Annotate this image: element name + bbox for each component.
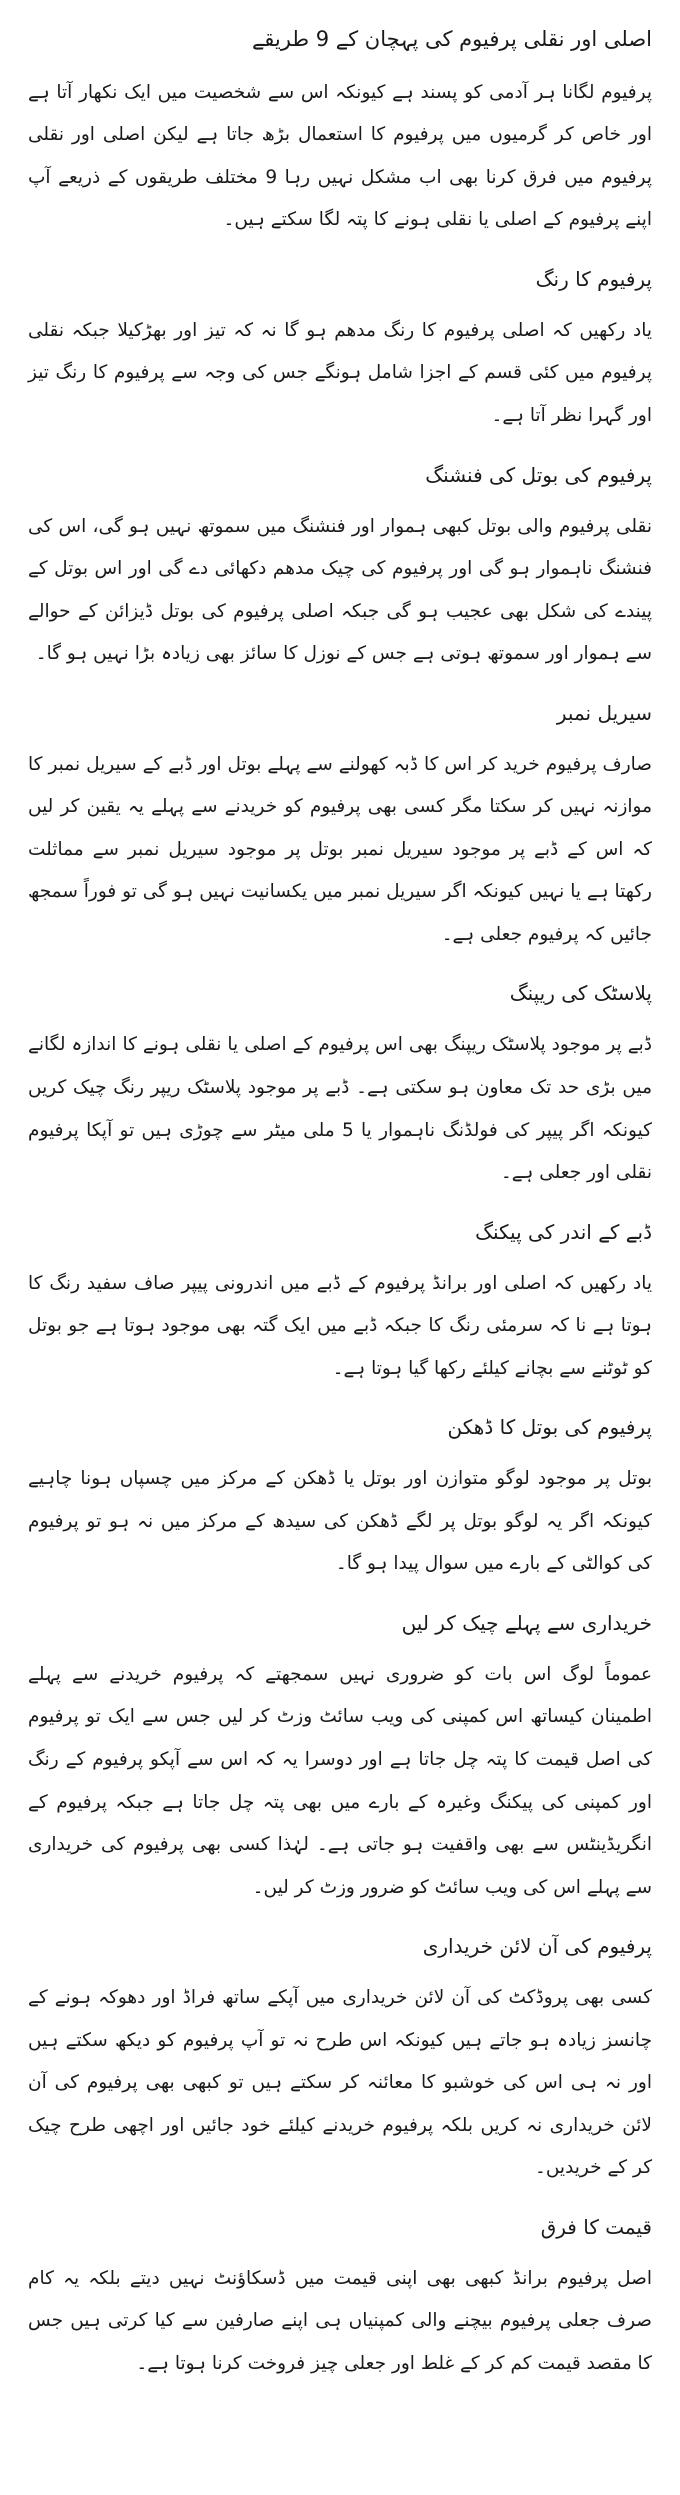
section-body: یاد رکھیں کہ اصلی اور برانڈ پرفیوم کے ڈبے میں اندرونی پیپر صاف سفید رنگ کا ہوتا ہے نا کہ سرمئی رنگ کا جبکہ ڈبے میں ایک گتہ بھی موجود ہوتا ہے جو بوتل کو ٹوٹنے سے بچانے کیلئے رکھا گیا ہوتا ہے۔ <box>28 1272 652 1379</box>
section-body: ڈبے پر موجود پلاسٹک ریپنگ بھی اس پرفیوم کے اصلی یا نقلی ہونے کا اندازہ لگانے میں بڑی حد تک معاون ہو سکتی ہے۔ ڈبے پر موجود پلاسٹک ریپر رنگ چیک کریں کیونکہ اگر پیپر کی فولڈنگ ناہموار یا 5 ملی میٹر سے چوڑی ہیں تو آپکا پرفیوم نقلی اور جعلی ہے۔ <box>28 1034 652 1184</box>
section-heading: ڈبے کے اندر کی پیکنگ <box>475 1219 652 1244</box>
section-heading: قیمت کا فرق <box>540 2214 652 2239</box>
section-heading: پرفیوم کا رنگ <box>535 266 652 291</box>
section-body: یاد رکھیں کہ اصلی پرفیوم کا رنگ مدھم ہو گا نہ کہ تیز اور بھڑکیلا جبکہ نقلی پرفیوم میں کئی قسم کے اجزا شامل ہونگے جس کی وجہ سے پرفیوم کا رنگ تیز اور گہرا نظر آتا ہے۔ <box>28 319 652 426</box>
section-serial-number <box>28 696 652 957</box>
section-check-before-buying <box>28 1606 652 1909</box>
article-intro: پرفیوم لگانا ہر آدمی کو پسند ہے کیونکہ اس سے شخصیت میں ایک نکھار آتا ہے اور خاص کر گرمیوں میں پرفیوم کا استعمال بڑھ جاتا ہے لیکن اصلی اور نقلی پرفیوم میں فرق کرنا بھی اب مشکل نہیں رہا 9 مختلف طریقوں کے ذریعے آپ اپنے پرفیوم کے اصلی یا نقلی ہونے کا پتہ لگا سکتے ہیں۔ <box>28 81 653 231</box>
article-title: اصلی اور نقلی پرفیوم کی پہچان کے 9 طریقے <box>252 27 652 51</box>
section-inner-packing <box>28 1215 652 1391</box>
section-color <box>28 262 652 438</box>
section-heading: پرفیوم کی بوتل کا ڈھکن <box>447 1415 652 1440</box>
section-plastic-wrapping <box>28 976 652 1194</box>
section-online-buying <box>28 1929 652 2190</box>
section-bottle-cap <box>28 1410 652 1586</box>
section-bottle-finishing <box>28 458 652 676</box>
section-body: نقلی پرفیوم والی بوتل کبھی ہموار اور فنشنگ میں سموتھ نہیں ہو گی، اس کی فنشنگ ناہموار ہو گی اور پرفیوم کی چیک مدھم دکھائی دے گی اور اس بوتل کے پیندے کی شکل بھی عجیب ہو گی جبکہ اصلی پرفیوم کی بوتل ڈیزائن کے حوالے سے ہموار اور سموتھ ہوتی ہے جس کے نوزل کا سائز بھی زیادہ بڑا نہیں ہو گا۔ <box>28 515 652 665</box>
section-body: صارف پرفیوم خرید کر اس کا ڈبہ کھولنے سے پہلے بوتل اور ڈبے کے سیریل نمبر کا موازنہ نہیں کر سکتا مگر کسی بھی پرفیوم کو خریدنے سے پہلے یہ یقین کر لیں کہ اس کے ڈبے پر موجود سیریل نمبر بوتل پر موجود سیریل نمبر سے مماثلت رکھتا ہے یا نہیں کیونکہ اگر سیریل نمبر میں یکسانیت نہیں ہو گی تو فوراً سمجھ جائیں کہ پرفیوم جعلی ہے۔ <box>28 753 652 945</box>
section-body: اصل پرفیوم برانڈ کبھی بھی اپنی قیمت میں ڈسکاؤنٹ نہیں دیتے بلکہ یہ کام صرف جعلی پرفیوم بیچنے والی کمپنیاں ہی اپنے صارفین سے کیا کرتی ہیں جس کا مقصد قیمت کم کر کے غلط اور جعلی چیز فروخت کرنا ہوتا ہے۔ <box>28 2267 652 2375</box>
section-heading: پرفیوم کی بوتل کی فنشنگ <box>425 462 652 487</box>
section-heading: پرفیوم کی آن لائن خریداری <box>422 1934 652 1959</box>
section-heading: خریداری سے پہلے چیک کر لیں <box>401 1610 652 1635</box>
section-body: عموماً لوگ اس بات کو ضروری نہیں سمجھتے کہ پرفیوم خریدنے سے پہلے اطمینان کیساتھ اس کمپنی کی ویب سائٹ وزٹ کر لیں جس سے ایک تو پرفیوم کی اصل قیمت کا پتہ چل جاتا ہے اور دوسرا یہ کہ اس سے آپکو پرفیوم کے رنگ اور کمپنی کی پیکنگ وغیرہ کے بارے میں بھی پتہ چل جاتا ہے جبکہ پرفیوم کے انگریڈینٹس سے بھی واقفیت ہو جاتی ہے۔ لہٰذا کسی بھی پرفیوم کی خریداری سے پہلے اس کی ویب سائٹ کو ضرور وزٹ کر لیں۔ <box>28 1663 652 1898</box>
section-heading: پلاسٹک کی ریپنگ <box>509 981 652 1006</box>
section-body: کسی بھی پروڈکٹ کی آن لائن خریداری میں آپکے ساتھ فراڈ اور دھوکہ ہونے کے چانسز زیادہ ہو جاتے ہیں کیونکہ اس طرح نہ تو آپ پرفیوم کو دیکھ سکتے ہیں اور نہ ہی اس کی خوشبو کا معائنہ کر سکتے ہیں تو کبھی بھی پرفیوم کی آن لائن خریداری نہ کریں بلکہ پرفیوم خریدنے کیلئے خود جائیں اور اچھی طرح چیک کر کے خریدیں۔ <box>28 1987 652 2179</box>
section-heading: سیریل نمبر <box>556 700 652 725</box>
section-price-difference <box>28 2210 652 2386</box>
section-body: بوتل پر موجود لوگو متوازن اور بوتل یا ڈھکن کے مرکز میں چسپاں ہونا چاہیے کیونکہ اگر یہ لوگو بوتل پر لگے ڈھکن کی سیدھ کے مرکز میں نہ ہو تو پرفیوم کی کوالٹی کے بارے میں سوال پیدا ہو گا۔ <box>28 1468 652 1575</box>
